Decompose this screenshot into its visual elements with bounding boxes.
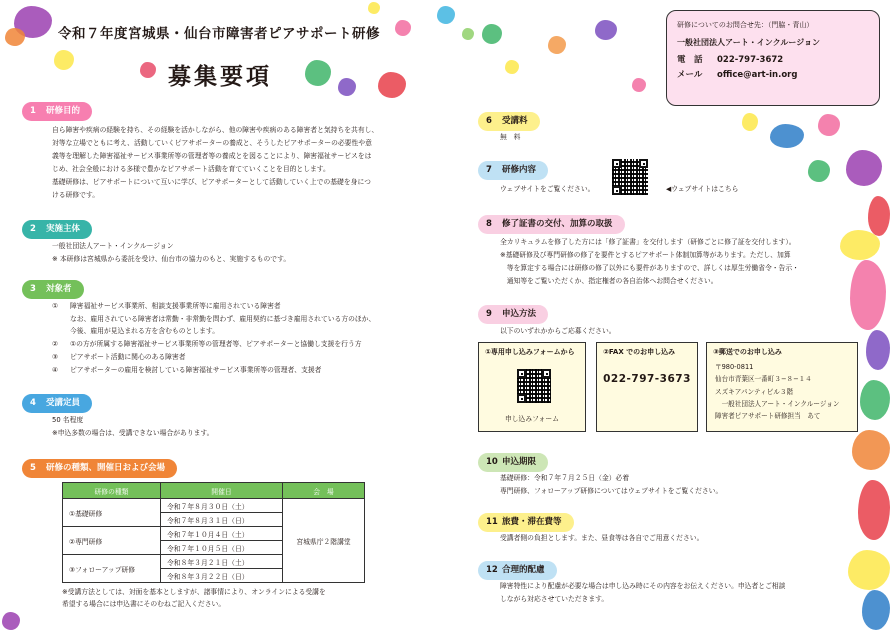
list-item: ① 障害福祉サービス事業所、相談支援事業所等に雇用されている障害者: [52, 302, 281, 310]
watercolor-blob: [632, 78, 646, 92]
training-type: ①基礎研修: [63, 499, 161, 527]
watercolor-blob: [548, 36, 566, 54]
page-subtitle: 募集要項: [168, 64, 272, 90]
watercolor-blob: [848, 550, 890, 590]
watercolor-blob: [858, 480, 890, 540]
apply-mail-heading: ③郵送でのお申し込み: [713, 348, 782, 356]
section-heading: 4 受講定員: [22, 394, 92, 413]
section-heading: 3 対象者: [22, 280, 84, 299]
venue: 宮城県庁２階講堂: [283, 499, 365, 583]
apply-fax-heading: ②FAX でのお申し込み: [603, 348, 676, 356]
training-type: ③フォローアップ研修: [63, 555, 161, 583]
apply-fax-box: [596, 342, 698, 432]
list-item: なお、雇用されている障害者は常勤・非常勤を問わず、雇用契約に基づき雇用されている方のほか、: [70, 314, 376, 323]
table-header: 研修の種類: [63, 483, 161, 499]
page-title: 令和７年度宮城県・仙台市障害者ピアサポート研修: [58, 26, 380, 42]
website-qr-code[interactable]: [612, 159, 648, 195]
training-date: 令和７年８月３０日（土）: [161, 499, 283, 513]
training-date: 令和８年３月２１日（土）: [161, 555, 283, 569]
section-application: [478, 301, 548, 324]
content-text: ウェブサイトをご覧ください。: [500, 185, 595, 193]
table-header-row: [63, 483, 365, 499]
section-heading: 10 申込期限: [478, 453, 548, 472]
section-certificate: [478, 211, 625, 234]
watercolor-blob: [140, 62, 156, 78]
table-header: 会 場: [283, 483, 365, 499]
watercolor-blob: [378, 72, 406, 98]
section-heading: 12 合理的配慮: [478, 561, 557, 580]
section-travel: [478, 509, 574, 532]
application-intro: 以下のいずれかからご応募ください。: [500, 327, 616, 335]
section-capacity: [22, 390, 92, 413]
watercolor-blob: [868, 196, 890, 236]
table-header: 開催日: [161, 483, 283, 499]
watercolor-blob: [462, 28, 474, 40]
training-date: 令和７年８月３１日（日）: [161, 513, 283, 527]
watercolor-blob: [338, 78, 356, 96]
watercolor-blob: [305, 60, 331, 86]
section-schedule: [22, 455, 177, 478]
organizer-text: 一般社団法人アート・インクルージョン ※ 本研修は宮城県から委託を受け、仙台市の協力のもと、実施するものです。: [52, 242, 291, 263]
fee-text: 無 料: [500, 133, 521, 141]
capacity-text: 50 名程度 ※申込多数の場合は、受講できない場合があります。: [52, 416, 214, 437]
section-heading: 11 旅費・滞在費等: [478, 513, 574, 532]
section-fee: [478, 108, 540, 131]
list-item: 今後、雇用が見込まれる方を含むものとします。: [70, 327, 219, 336]
form-qr-code[interactable]: [517, 369, 551, 403]
section-deadline: [478, 449, 548, 472]
schedule-table: [62, 482, 365, 583]
section-heading: 5 研修の種類、開催日および会場: [22, 459, 177, 478]
section-eligibility: [22, 276, 84, 299]
watercolor-blob: [808, 160, 830, 182]
contact-org: 一般社団法人アート・インクルージョン: [677, 38, 821, 47]
training-date: 令和８年３月２２日（日）: [161, 569, 283, 583]
travel-text: 受講者側の負担とします。また、昼食等は各自でご用意ください。: [500, 534, 704, 542]
list-item: ④ ピアサポーターの雇用を検討している障害福祉サービス事業所等の管理者、支援者: [52, 365, 322, 374]
list-item: ② ①の方が所属する障害福祉サービス事業所等の管理者等、ピアサポーターと協働し支援を行う方: [52, 340, 362, 349]
contact-heading: 研修についてのお問合せ先：（門脇・青山）: [677, 21, 814, 29]
section-accommodation: [478, 557, 557, 580]
training-date: 令和７年１０月４日（土）: [161, 527, 283, 541]
watercolor-blob: [850, 260, 886, 330]
watercolor-blob: [2, 612, 20, 630]
section-heading: 6 受講料: [478, 112, 540, 131]
apply-form-box: [478, 342, 586, 432]
deadline-text: 基礎研修：令和７年７月２５日（金）必着 専門研修、フォローアップ研修についてはウェブサイトをご覧ください。: [500, 474, 723, 495]
watercolor-blob: [818, 114, 840, 136]
watercolor-blob: [482, 24, 502, 44]
watercolor-blob: [862, 590, 890, 630]
watercolor-blob: [742, 113, 758, 131]
apply-form-heading: ①専用申し込みフォームから: [485, 348, 575, 356]
apply-mail-box: [706, 342, 858, 432]
section-heading: 9 申込方法: [478, 305, 548, 324]
mail-address: 〒980-0811 仙台市青葉区一番町３−８−１４ スズキアパンティビル３階 一般社団法人アート・インクルージョン 障害者ピアサポート研修担当 あて: [715, 363, 840, 421]
section-heading: 8 修了証書の交付、加算の取扱: [478, 215, 625, 234]
training-date: 令和７年１０月５日（日）: [161, 541, 283, 555]
section-heading: 2 実施主体: [22, 220, 92, 239]
watercolor-blob: [840, 230, 880, 260]
schedule-notes: ※受講方法としては、対面を基本としますが、諸事情により、オンラインによる受講を 希望する場合には申込書にそのむねご記入ください。: [62, 588, 326, 608]
fax-number: 022-797-3673: [603, 373, 691, 385]
contact-phone: 電 話 022-797-3672: [677, 55, 784, 65]
section-purpose: [22, 98, 92, 121]
watercolor-blob: [770, 124, 804, 148]
list-item: ③ ピアサポート活動に関心のある障害者: [52, 352, 186, 361]
accommodation-text: 障害特性により配慮が必要な場合は申し込み時にその内容をお伝えください。申込者とご相談 しながら対応させていただきます。: [500, 582, 786, 603]
section-heading: 7 研修内容: [478, 161, 548, 180]
watercolor-blob: [505, 60, 519, 74]
watercolor-blob: [866, 330, 890, 370]
section-organizer: [22, 216, 92, 239]
watercolor-blob: [852, 430, 890, 470]
form-caption: 申し込みフォーム: [504, 415, 560, 423]
contact-box: [666, 10, 880, 106]
certificate-text: 全カリキュラムを修了した方には「修了証書」を交付します（研修ごとに修了証を交付します）。 ※基礎研修及び専門研修の修了を要件とするピアサポート体制加算等があります。ただし、加算 等を算定する場合には研修の修了以外にも要件がありますので、詳しくは厚生労働省令・告示・ 通知等をご覧いただくか、指定権者の各自治体へお問合せください。: [500, 238, 799, 285]
watercolor-blob: [846, 150, 882, 186]
section-content: [478, 157, 548, 180]
watercolor-blob: [437, 6, 455, 24]
eligibility-list: [52, 300, 375, 376]
table-row: [63, 499, 365, 513]
training-type: ②専門研修: [63, 527, 161, 555]
qr-pointer-text: ◀ウェブサイトはこちら: [666, 185, 739, 193]
watercolor-blob: [5, 28, 25, 46]
watercolor-blob: [395, 20, 411, 36]
watercolor-blob: [595, 20, 617, 40]
contact-mail: メール office@art-in.org: [677, 70, 798, 80]
purpose-text: 自ら障害や疾病の経験を持ち、その経験を活かしながら、他の障害や疾病のある障害者と気持ちを共有し、 対等な立場でともに考え、活動していくピアサポーターの養成と、そうしたピアサポーターの必要性や意 義等を理解した障害福祉サービス事業所等の管理者等の養成とを図ることにより、障害福祉サービスをは じめ、社会全般における多様で豊かなピアサポート活動を育てていくことを目的とします。 基礎研修は、ピアサポートについて互いに学び、ピアサポーターとして活動していく上での基礎を身につ ける研修です。: [52, 126, 379, 199]
watercolor-blob: [368, 2, 380, 14]
section-heading: 1 研修目的: [22, 102, 92, 121]
watercolor-blob: [860, 380, 890, 420]
watercolor-blob: [54, 50, 74, 70]
